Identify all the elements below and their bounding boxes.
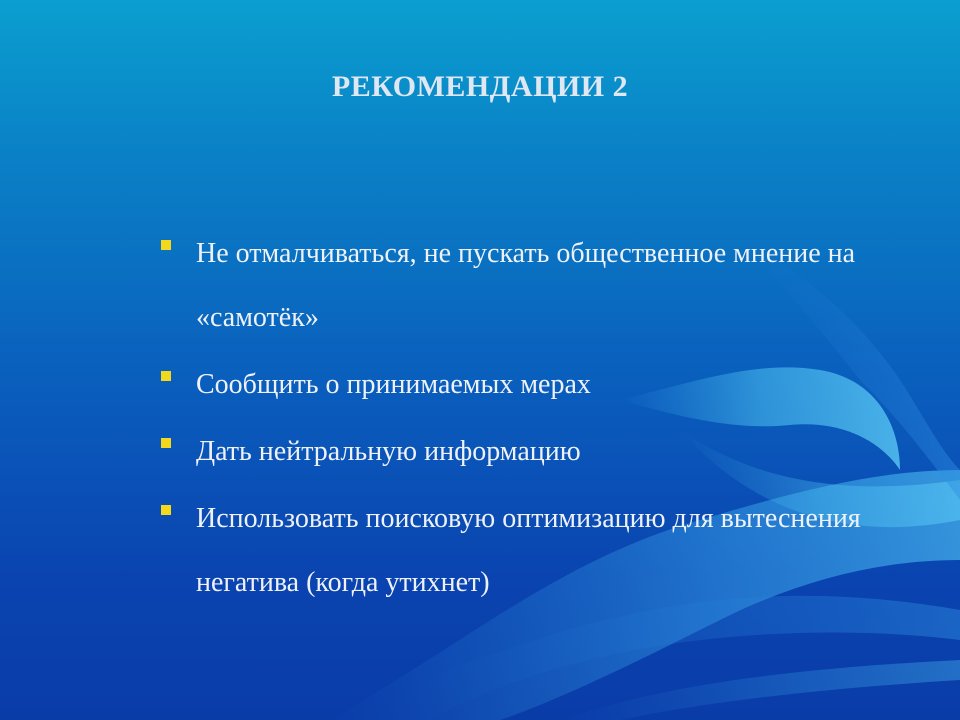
yellow-square-bullet-icon xyxy=(161,371,171,381)
yellow-square-bullet-icon xyxy=(161,240,171,250)
bullet-text: Использовать поисковую оптимизацию для вытеснения негатива (когда утихнет) xyxy=(196,503,861,598)
yellow-square-bullet-icon xyxy=(161,505,171,515)
bullet-item xyxy=(160,353,920,417)
bullet-text: Дать нейтральную информацию xyxy=(196,436,581,467)
bullet-text: Сообщить о принимаемых мерах xyxy=(196,369,591,400)
slide-title: РЕКОМЕНДАЦИИ 2 xyxy=(331,70,629,103)
bullet-item xyxy=(160,420,920,484)
bullet-text: Не отмалчиваться, не пускать общественное мнение на «самотёк» xyxy=(196,238,856,333)
bullet-item xyxy=(160,222,920,350)
yellow-square-bullet-icon xyxy=(161,438,171,448)
bullet-list xyxy=(160,222,920,618)
bullet-item xyxy=(160,487,920,615)
